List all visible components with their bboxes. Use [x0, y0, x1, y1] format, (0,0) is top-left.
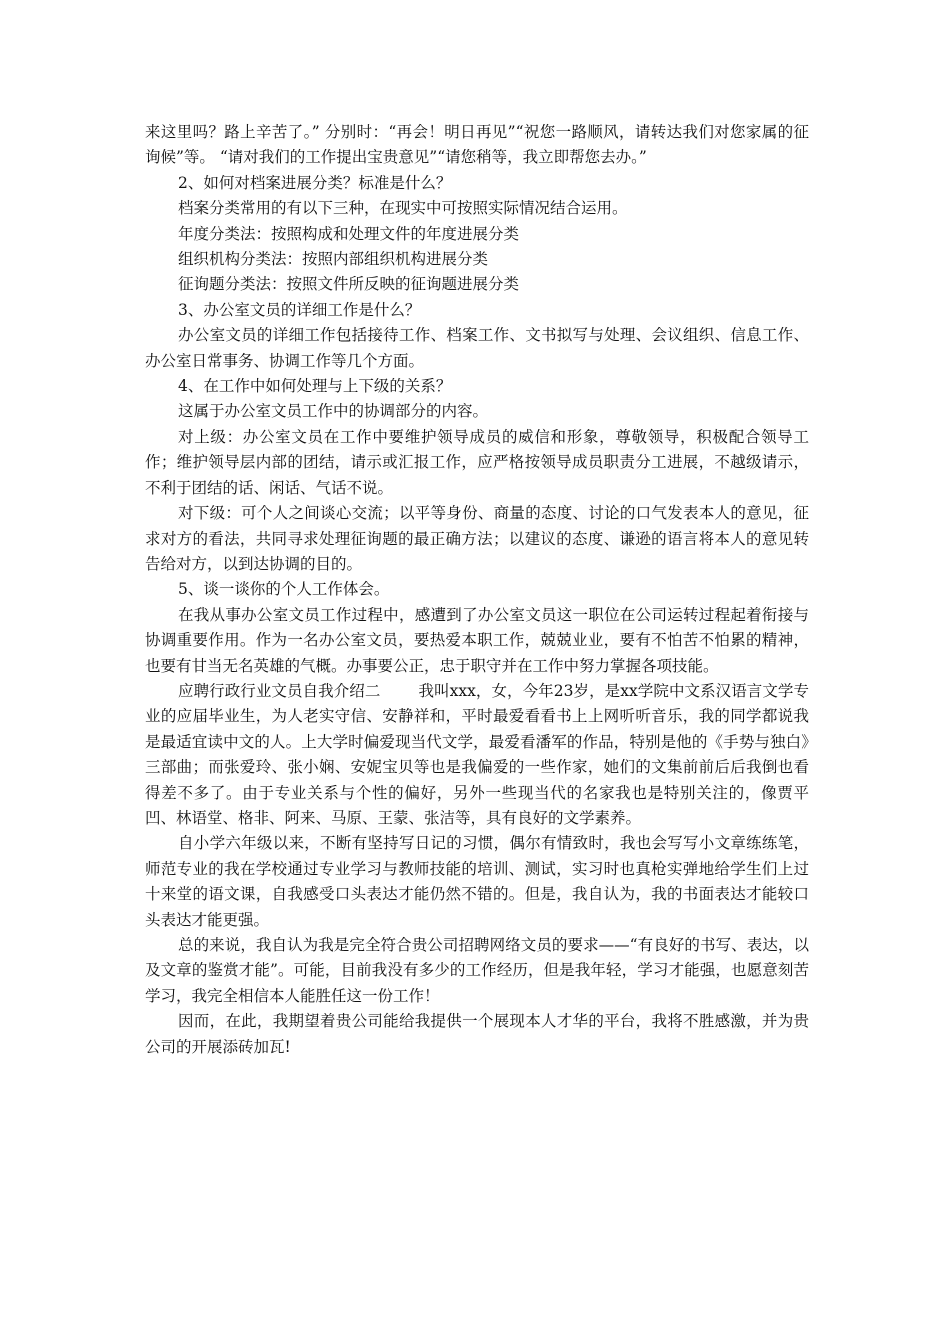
section-heading: 应聘行政行业文员自我介绍二 [178, 681, 381, 700]
paragraph-closing: 因而，在此，我期望着贵公司能给我提供一个展现本人才华的平台，我将不胜感激，并为贵公司的开展添砖加瓦! [145, 1012, 809, 1056]
question-superior-subordinate: 4、在工作中如何处理与上下级的关系？ [178, 377, 452, 396]
paragraph-coordination: 这属于办公室文员工作中的协调部分的内容。 [178, 402, 489, 421]
paragraph-summary: 总的来说，我自认为我是完全符合贵公司招聘网络文员的要求——“有良好的书写、表达，以及文章的鉴赏才能”。可能，目前我没有多少的工作经历，但是我年轻，学习才能强，也愿意刻苦学习，我完全相信本人能胜任这一份工作！ [145, 936, 809, 1005]
document-body [145, 120, 809, 1060]
question-archive-classification: 2、如何对档案进展分类？标准是什么？ [178, 173, 452, 192]
question-clerk-duties: 3、办公室文员的详细工作是什么？ [178, 300, 421, 319]
paragraph-superiors: 对上级：办公室文员在工作中要维护领导成员的威信和形象，尊敬领导，积极配合领导工作；维护领导层内部的团结，请示或汇报工作，应严格按领导成员职责分工进展，不越级请示，不利于团结的话、闲话、气话不说。 [145, 427, 809, 497]
paragraph-subordinates: 对下级：可个人之间谈心交流；以平等身份、商量的态度、讨论的口气发表本人的意见，征求对方的看法，共同寻求处理征询题的最正确方法；以建议的态度、谦逊的语言将本人的意见转告给对方，以到达协调的目的。 [145, 504, 809, 573]
paragraph-organization-classification: 组织机构分类法：按照内部组织机构进展分类 [178, 250, 489, 269]
paragraph-year-classification: 年度分类法：按照构成和处理文件的年度进展分类 [178, 224, 520, 243]
paragraph-diary-habit: 自小学六年级以来，不断有坚持写日记的习惯，偶尔有情致时，我也会写写小文章练练笔，师范专业的我在学校通过专业学习与教师技能的培训、测试，实习时也真枪实弹地给学生们上过十来堂的语文课，自我感受口头表达才能仍然不错的。但是，我自认为，我的书面表达才能较口头表达才能更强。 [145, 834, 809, 929]
paragraph-topic-classification: 征询题分类法：按照文件所反映的征询题进展分类 [178, 275, 520, 294]
question-work-experience: 5、谈一谈你的个人工作体会。 [178, 580, 390, 599]
section-body: 我叫xxx，女，今年23岁，是xx学院中文系汉语言文学专业的应届毕业生，为人老实守信、安静祥和，平时最爱看看书上上网听听音乐，我的同学都说我是最适宜读中文的人。上大学时偏爱现当代文学，最爱看潘军的作品，特别是他的《手势与独白》三部曲；而张爱玲、张小娴、安妮宝贝等也是我偏爱的一些作家，她们的文集前前后后我倒也看得差不多了。由于专业关系与个性的偏好，另外一些现当代的名家我也是特别关注的，像贾平凹、林语堂、格非、阿来、马原、王蒙、张洁等，具有良好的文学素养。 [145, 681, 809, 827]
paragraph-classification-intro: 档案分类常用的有以下三种，在现实中可按照实际情况结合运用。 [178, 199, 628, 218]
paragraph-greetings-continued: 来这里吗？路上辛苦了。” 分别时：“再会！明日再见”“祝您一路顺风，请转达我们对您家属的征询候”等。 “请对我们的工作提出宝贵意见”“请您稍等，我立即帮您去办。” [145, 123, 809, 167]
paragraph-self-introduction [145, 679, 809, 831]
paragraph-work-experience: 在我从事办公室文员工作过程中，感遭到了办公室文员这一职位在公司运转过程起着衔接与协调重要作用。作为一名办公室文员，要热爱本职工作，兢兢业业，要有不怕苦不怕累的精神，也要有甘当无名英雄的气概。办事要公正，忠于职守并在工作中努力掌握各项技能。 [145, 605, 809, 675]
paragraph-clerk-duties: 办公室文员的详细工作包括接待工作、档案工作、文书拟写与处理、会议组织、信息工作、办公室日常事务、协调工作等几个方面。 [145, 326, 809, 370]
